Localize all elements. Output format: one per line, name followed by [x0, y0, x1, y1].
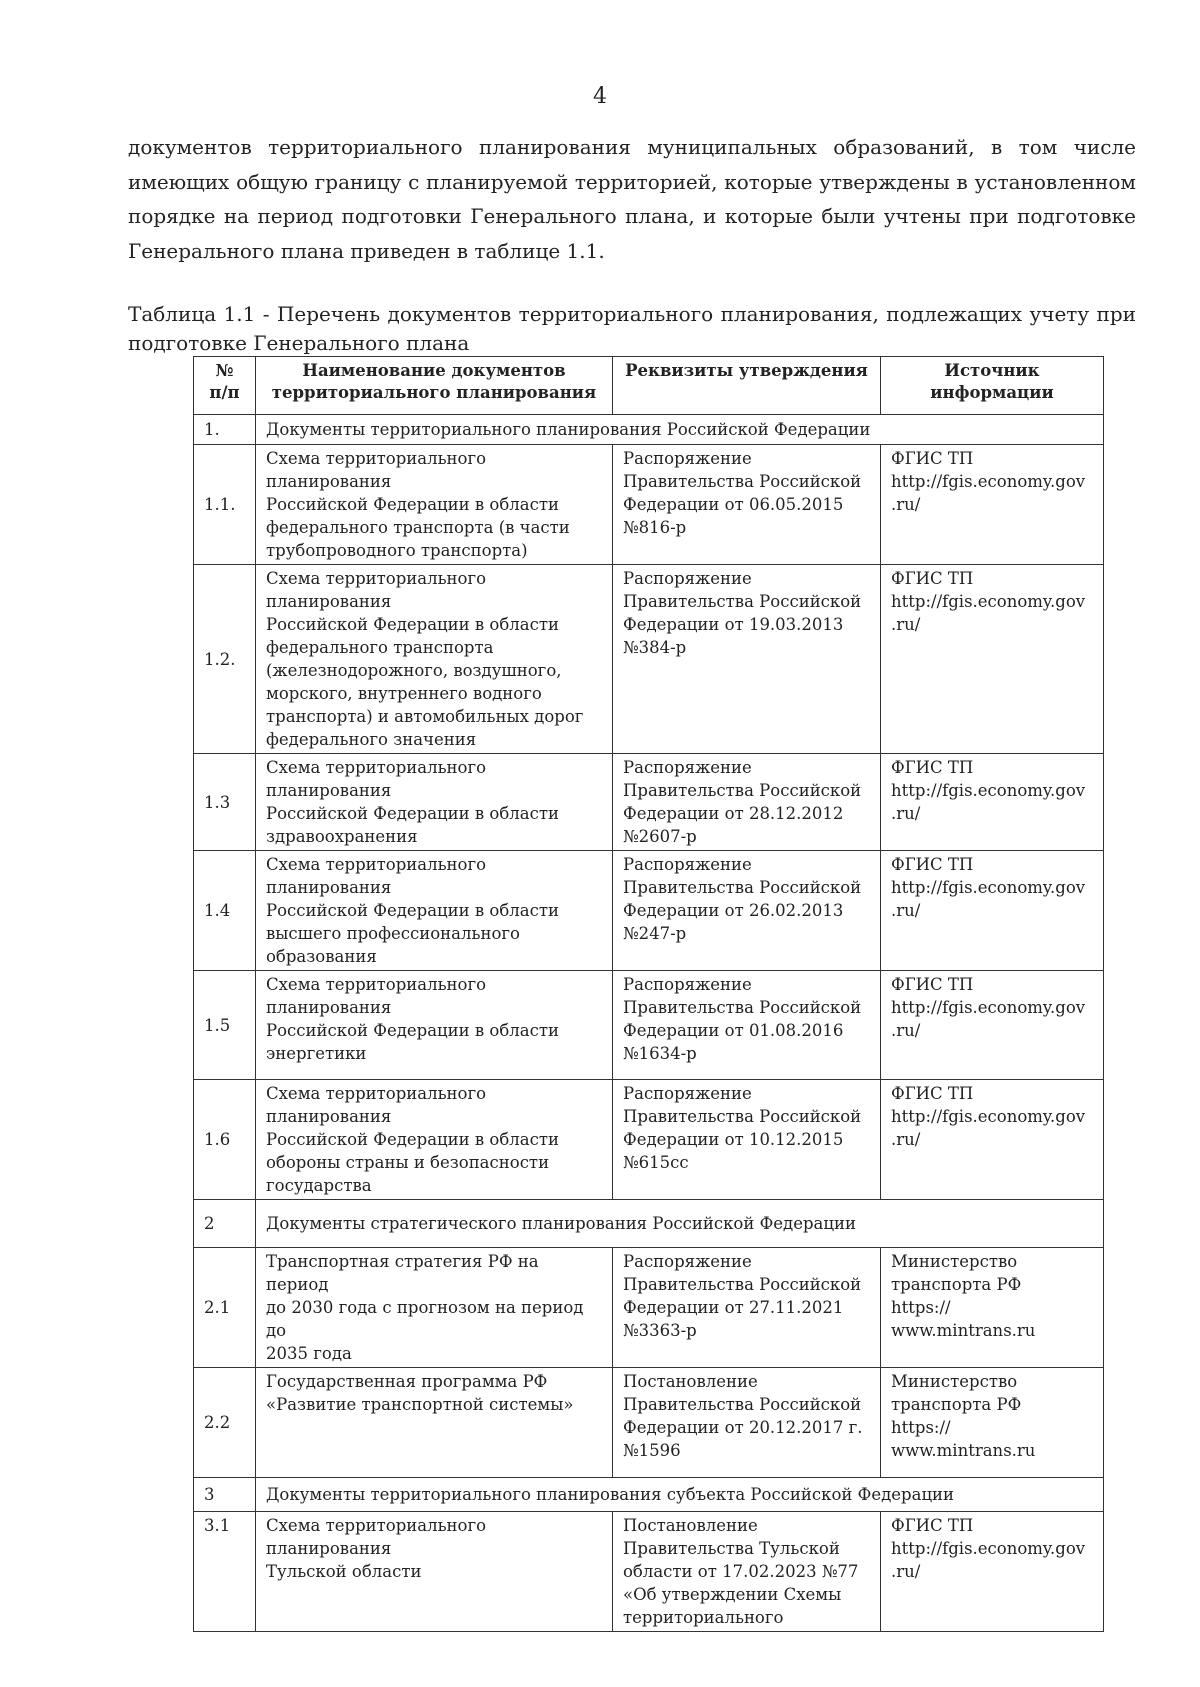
row-details: Постановление Правительства Тульской области от 17.02.2023 №77 «Об утверждении Схемы территориального: [613, 1512, 881, 1632]
row-num: 2.2: [194, 1368, 256, 1478]
row-details: Распоряжение Правительства Российской Федерации от 19.03.2013 №384-р: [613, 565, 881, 754]
row-source: ФГИС ТП http://fgis.economy.gov .ru/: [881, 565, 1104, 754]
table-row: [194, 445, 1104, 565]
section-title: Документы территориального планирования Российской Федерации: [256, 415, 1104, 445]
row-details: Распоряжение Правительства Российской Федерации от 10.12.2015 №615сс: [613, 1080, 881, 1200]
section-title: Документы стратегического планирования Российской Федерации: [256, 1200, 1104, 1248]
row-source: ФГИС ТП http://fgis.economy.gov .ru/: [881, 1080, 1104, 1200]
row-source: Министерство транспорта РФ https:// www.mintrans.ru: [881, 1248, 1104, 1368]
page-number: 4: [593, 84, 607, 109]
row-source: ФГИС ТП http://fgis.economy.gov .ru/: [881, 971, 1104, 1080]
row-name: Схема территориального планирования Российской Федерации в области федерального транспорта (железнодорожного, воздушного, морского, внутреннего водного транспорта) и автомобильных дорог федерального значения: [256, 565, 613, 754]
header-details: Реквизиты утверждения: [613, 357, 881, 415]
row-source: ФГИС ТП http://fgis.economy.gov .ru/: [881, 1512, 1104, 1632]
row-details: Распоряжение Правительства Российской Федерации от 06.05.2015 №816-р: [613, 445, 881, 565]
table-header-row: [194, 357, 1104, 415]
row-name: Схема территориального планирования Российской Федерации в области энергетики: [256, 971, 613, 1080]
table-row: [194, 971, 1104, 1080]
table-row: [194, 1512, 1104, 1632]
section-row: [194, 1200, 1104, 1248]
row-details: Распоряжение Правительства Российской Федерации от 27.11.2021 №3363-р: [613, 1248, 881, 1368]
row-details: Постановление Правительства Российской Федерации от 20.12.2017 г. №1596: [613, 1368, 881, 1478]
row-name: Схема территориального планирования Российской Федерации в области обороны страны и безопасности государства: [256, 1080, 613, 1200]
row-name: Схема территориального планирования Российской Федерации в области высшего профессионального образования: [256, 851, 613, 971]
table-row: [194, 1368, 1104, 1478]
row-name: Схема территориального планирования Тульской области: [256, 1512, 613, 1632]
row-name: Государственная программа РФ «Развитие транспортной системы»: [256, 1368, 613, 1478]
row-num: 1.5: [194, 971, 256, 1080]
row-num: 1.4: [194, 851, 256, 971]
section-num: 1.: [194, 415, 256, 445]
intro-paragraph: документов территориального планирования муниципальных образований, в том числе имеющих общую границу с планируемой территорией, которые утверждены в установленном порядке на период подготовки Генерального плана, и которые были учтены при подготовке Генерального плана приведен в таблице 1.1.: [128, 135, 1136, 263]
section-num: 2: [194, 1200, 256, 1248]
header-name: Наименование документов территориального планирования: [256, 357, 613, 415]
row-details: Распоряжение Правительства Российской Федерации от 26.02.2013 №247-р: [613, 851, 881, 971]
section-row: [194, 415, 1104, 445]
documents-table: [193, 356, 1104, 1632]
row-details: Распоряжение Правительства Российской Федерации от 28.12.2012 №2607-р: [613, 754, 881, 851]
section-num: 3: [194, 1478, 256, 1512]
table-row: [194, 851, 1104, 971]
row-num: 2.1: [194, 1248, 256, 1368]
section-row: [194, 1478, 1104, 1512]
header-source: Источник информации: [881, 357, 1104, 415]
row-num: 1.3: [194, 754, 256, 851]
row-source: ФГИС ТП http://fgis.economy.gov .ru/: [881, 445, 1104, 565]
row-source: ФГИС ТП http://fgis.economy.gov .ru/: [881, 754, 1104, 851]
section-title: Документы территориального планирования субъекта Российской Федерации: [256, 1478, 1104, 1512]
row-details: Распоряжение Правительства Российской Федерации от 01.08.2016 №1634-р: [613, 971, 881, 1080]
row-num: 3.1: [194, 1512, 256, 1632]
row-name: Схема территориального планирования Российской Федерации в области здравоохранения: [256, 754, 613, 851]
row-source: Министерство транспорта РФ https:// www.mintrans.ru: [881, 1368, 1104, 1478]
row-name: Транспортная стратегия РФ на период до 2030 года с прогнозом на период до 2035 года: [256, 1248, 613, 1368]
row-source: ФГИС ТП http://fgis.economy.gov .ru/: [881, 851, 1104, 971]
table-row: [194, 754, 1104, 851]
table-caption: Таблица 1.1 - Перечень документов территориального планирования, подлежащих учету при подготовке Генерального плана: [128, 302, 1136, 355]
table-row: [194, 565, 1104, 754]
row-num: 1.1.: [194, 445, 256, 565]
row-name: Схема территориального планирования Российской Федерации в области федерального транспорта (в части трубопроводного транспорта): [256, 445, 613, 565]
header-num: № п/п: [194, 357, 256, 415]
row-num: 1.6: [194, 1080, 256, 1200]
table-row: [194, 1080, 1104, 1200]
table-row: [194, 1248, 1104, 1368]
row-num: 1.2.: [194, 565, 256, 754]
